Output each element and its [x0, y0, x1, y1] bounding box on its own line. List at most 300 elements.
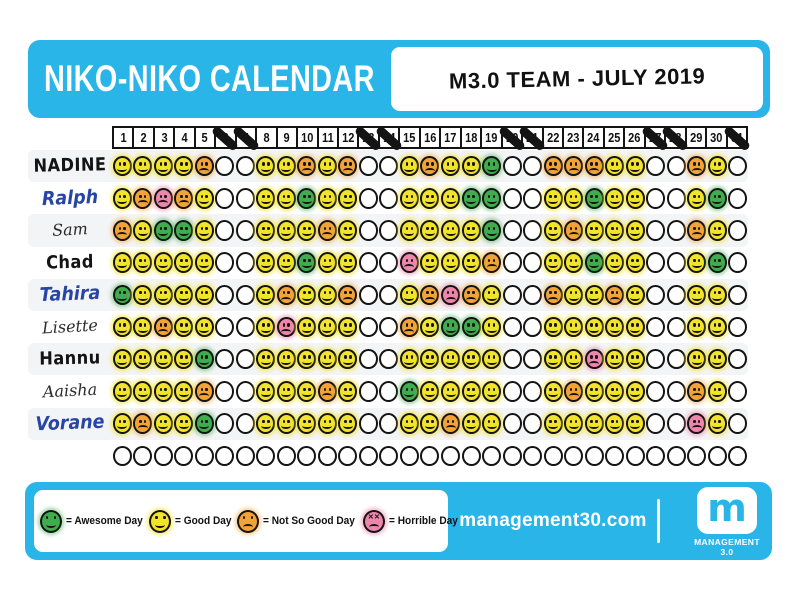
mood-face-good	[256, 381, 275, 402]
mood-face-good	[441, 188, 460, 209]
mood-cell	[584, 247, 605, 279]
day-cell	[726, 126, 748, 149]
mood-cell	[584, 150, 605, 182]
calendar-row	[28, 311, 748, 343]
mood-face-empty	[236, 349, 255, 370]
mood-face-empty	[646, 188, 665, 209]
mood-cell	[194, 343, 215, 375]
mood-face-good	[626, 252, 645, 273]
calendar-row	[28, 150, 748, 182]
mood-face-empty	[667, 156, 686, 177]
mood-cells	[112, 311, 748, 343]
mood-cell	[420, 311, 441, 343]
mood-face-empty	[667, 413, 686, 434]
mood-face-good	[113, 381, 132, 402]
mood-face-notso	[482, 252, 501, 273]
legend-label: = Not So Good Day	[262, 515, 355, 527]
mood-face-awesome	[462, 188, 481, 209]
mood-cell	[522, 343, 543, 375]
mood-face-empty	[379, 381, 398, 402]
mood-cells	[112, 247, 748, 279]
mood-cell	[686, 343, 707, 375]
mood-face-awesome	[585, 252, 604, 273]
mood-face-good	[297, 285, 316, 306]
legend-item	[237, 510, 363, 533]
day-number: 2	[140, 130, 147, 145]
mood-cell	[338, 279, 359, 311]
mood-cell	[543, 150, 564, 182]
mood-cell	[461, 408, 482, 440]
mood-face-good	[482, 349, 501, 370]
mood-cell	[399, 182, 420, 214]
mood-face-empty	[728, 188, 747, 209]
mood-face-good	[400, 285, 419, 306]
mood-face-empty	[113, 446, 132, 467]
day-number: 4	[181, 130, 188, 145]
mood-face-good	[687, 252, 706, 273]
mood-face-empty	[215, 381, 234, 402]
person-name: Chad	[45, 251, 95, 274]
mood-face-good	[297, 413, 316, 434]
mood-cell	[174, 150, 195, 182]
mood-face-awesome	[195, 349, 214, 370]
website-link[interactable]: management30.com	[459, 510, 647, 531]
mood-face-empty	[359, 349, 378, 370]
mood-cells	[112, 150, 748, 182]
mood-cell	[358, 440, 379, 472]
mood-cell	[297, 375, 318, 407]
mood-cell	[317, 440, 338, 472]
mood-face-good	[482, 381, 501, 402]
mood-cell	[256, 311, 277, 343]
mood-cell	[358, 311, 379, 343]
mood-face-good	[318, 188, 337, 209]
mood-cell	[543, 408, 564, 440]
mood-cell	[522, 214, 543, 246]
day-number: 25	[607, 130, 621, 145]
mood-cell	[440, 311, 461, 343]
mood-cell	[481, 150, 502, 182]
mood-cell	[256, 247, 277, 279]
mood-cell	[645, 408, 666, 440]
mood-face-notso	[195, 381, 214, 402]
mood-cell	[174, 247, 195, 279]
day-number: 30	[710, 130, 723, 145]
mood-cell	[379, 408, 400, 440]
mood-cell	[502, 279, 523, 311]
mood-cell	[317, 150, 338, 182]
mood-face-empty	[215, 156, 234, 177]
mood-face-empty	[256, 446, 275, 467]
mood-cell	[174, 311, 195, 343]
mood-face-good	[277, 188, 296, 209]
mood-cell	[194, 182, 215, 214]
mood-face-notso	[174, 188, 193, 209]
mood-cell	[215, 311, 236, 343]
mood-face-good	[420, 317, 439, 338]
mood-cell	[112, 182, 133, 214]
mood-cell	[399, 440, 420, 472]
mood-cell	[666, 343, 687, 375]
footer-divider	[657, 499, 660, 543]
mood-face-empty	[359, 252, 378, 273]
mood-cell	[543, 279, 564, 311]
mood-cell	[727, 150, 748, 182]
mood-face-empty	[728, 349, 747, 370]
mood-face-empty	[236, 252, 255, 273]
mood-cell	[502, 311, 523, 343]
mood-face-good	[338, 349, 357, 370]
mood-face-good	[297, 317, 316, 338]
mood-cell	[420, 375, 441, 407]
mood-cell	[543, 375, 564, 407]
day-number: 23	[567, 130, 580, 145]
mood-cells	[112, 182, 748, 214]
mood-face-notso	[318, 381, 337, 402]
mood-face-good	[318, 252, 337, 273]
mood-cell	[276, 214, 297, 246]
calendar-row	[28, 343, 748, 375]
mood-face-empty	[667, 349, 686, 370]
mood-face-horrible	[277, 317, 296, 338]
mood-cell	[153, 214, 174, 246]
mood-cell	[358, 247, 379, 279]
mood-cell	[481, 247, 502, 279]
day-cell	[296, 126, 318, 149]
mood-face-empty	[523, 317, 542, 338]
mood-cell	[666, 279, 687, 311]
mood-cell	[502, 247, 523, 279]
mood-cell	[686, 214, 707, 246]
mood-face-awesome	[482, 188, 501, 209]
calendar-row	[28, 440, 748, 472]
mood-face-good	[544, 413, 563, 434]
mood-face-empty	[667, 381, 686, 402]
mood-face-good	[154, 285, 173, 306]
mood-cell	[399, 375, 420, 407]
day-number: 17	[444, 130, 457, 145]
mood-cell	[666, 247, 687, 279]
mood-face-awesome	[441, 317, 460, 338]
mood-face-empty	[379, 252, 398, 273]
mood-cell	[317, 311, 338, 343]
mood-face-notso	[687, 220, 706, 241]
mood-face-empty	[503, 381, 522, 402]
mood-face-empty	[667, 220, 686, 241]
mood-face-good	[400, 220, 419, 241]
mood-face-good	[687, 317, 706, 338]
mood-cell	[563, 408, 584, 440]
person-name: Tahira	[39, 282, 101, 307]
mood-face-notso	[195, 156, 214, 177]
mood-cell	[174, 408, 195, 440]
day-cell	[419, 126, 441, 149]
mood-cell	[461, 343, 482, 375]
footer-bar	[25, 482, 772, 560]
mood-face-empty	[462, 446, 481, 467]
mood-cell	[584, 279, 605, 311]
mood-cell	[707, 408, 728, 440]
legend-item	[40, 510, 149, 533]
mood-face-notso	[237, 510, 259, 533]
day-cell	[542, 126, 564, 149]
mood-cell	[379, 440, 400, 472]
mood-cell	[604, 279, 625, 311]
mood-face-empty	[646, 252, 665, 273]
mood-face-empty	[379, 188, 398, 209]
mood-face-empty	[503, 156, 522, 177]
mood-face-good	[482, 413, 501, 434]
mood-face-good	[113, 252, 132, 273]
mood-cell	[563, 214, 584, 246]
mood-cell	[420, 150, 441, 182]
mood-face-notso	[462, 285, 481, 306]
mood-face-notso	[687, 381, 706, 402]
mood-face-notso	[277, 285, 296, 306]
mood-cell	[502, 214, 523, 246]
mood-cell	[645, 311, 666, 343]
mood-face-good	[338, 252, 357, 273]
mood-face-awesome	[174, 220, 193, 241]
mood-face-good	[400, 349, 419, 370]
mood-cell	[133, 247, 154, 279]
mood-cell	[461, 150, 482, 182]
mood-cell	[686, 408, 707, 440]
mood-cell	[563, 343, 584, 375]
mood-cell	[707, 279, 728, 311]
mood-face-empty	[359, 285, 378, 306]
mood-cell	[276, 247, 297, 279]
mood-cell	[584, 375, 605, 407]
mood-face-good	[462, 252, 481, 273]
mood-face-empty	[318, 446, 337, 467]
mood-face-good	[441, 349, 460, 370]
mood-face-good	[256, 156, 275, 177]
day-number: 22	[546, 130, 559, 145]
mood-cell	[256, 440, 277, 472]
day-cell	[603, 126, 625, 149]
mood-cell	[379, 343, 400, 375]
mood-face-awesome	[482, 220, 501, 241]
day-cell	[173, 126, 195, 149]
day-cell	[439, 126, 461, 149]
mood-face-empty	[605, 446, 624, 467]
mood-cell	[317, 182, 338, 214]
mood-face-notso	[544, 285, 563, 306]
mood-face-notso	[564, 156, 583, 177]
mood-cell	[522, 279, 543, 311]
mood-face-horrible	[687, 413, 706, 434]
mood-cell	[440, 408, 461, 440]
mood-face-awesome	[113, 285, 132, 306]
mood-face-empty	[215, 349, 234, 370]
mood-cell	[379, 150, 400, 182]
mood-cell	[235, 214, 256, 246]
person-name: Hannu	[39, 347, 101, 370]
mood-cell	[379, 279, 400, 311]
mood-cell	[153, 311, 174, 343]
mood-cell	[338, 311, 359, 343]
mood-face-notso	[318, 220, 337, 241]
mood-face-good	[462, 413, 481, 434]
mood-face-good	[585, 220, 604, 241]
mood-face-good	[544, 317, 563, 338]
mood-cell	[317, 408, 338, 440]
mood-cell	[112, 440, 133, 472]
mood-face-empty	[359, 317, 378, 338]
mood-face-good	[297, 349, 316, 370]
mood-cell	[686, 440, 707, 472]
mood-face-empty	[728, 285, 747, 306]
mood-face-empty	[503, 349, 522, 370]
mood-cell	[297, 311, 318, 343]
mood-cell	[563, 311, 584, 343]
mood-cell	[358, 279, 379, 311]
day-cell	[378, 126, 400, 149]
mood-face-empty	[215, 446, 234, 467]
mood-face-empty	[503, 252, 522, 273]
mood-face-good	[174, 252, 193, 273]
mood-cell	[276, 279, 297, 311]
day-number: 12	[342, 130, 355, 145]
mood-cell	[604, 150, 625, 182]
mood-cell	[625, 343, 646, 375]
mood-cell	[194, 375, 215, 407]
mood-face-empty	[646, 413, 665, 434]
mood-cell	[399, 279, 420, 311]
mood-face-good	[256, 188, 275, 209]
mood-cell	[153, 150, 174, 182]
mood-cell	[522, 375, 543, 407]
logo-square	[697, 487, 757, 534]
mood-face-empty	[523, 446, 542, 467]
mood-cell	[604, 375, 625, 407]
board-label-box	[391, 47, 763, 111]
mood-cells	[112, 408, 748, 440]
mood-face-notso	[441, 413, 460, 434]
calendar-row	[28, 182, 748, 214]
mood-cell	[358, 375, 379, 407]
mood-cell	[563, 440, 584, 472]
mood-cell	[112, 375, 133, 407]
mood-face-good	[441, 156, 460, 177]
mood-cell	[297, 182, 318, 214]
mood-face-good	[626, 317, 645, 338]
mood-cell	[297, 247, 318, 279]
mood-cell	[235, 182, 256, 214]
day-number: 24	[587, 130, 600, 145]
day-cell	[235, 126, 257, 149]
person-name: Ralph	[41, 185, 99, 210]
mood-face-empty	[523, 381, 542, 402]
mood-cell	[358, 182, 379, 214]
mood-cell	[481, 343, 502, 375]
mood-face-empty	[215, 188, 234, 209]
mood-face-empty	[400, 446, 419, 467]
mood-face-empty	[523, 220, 542, 241]
mood-face-good	[626, 413, 645, 434]
mood-cell	[543, 311, 564, 343]
mood-face-good	[174, 156, 193, 177]
mood-face-horrible: ✕ ✕	[363, 510, 385, 533]
mood-face-good	[338, 188, 357, 209]
mood-cell	[440, 375, 461, 407]
day-cell	[685, 126, 707, 149]
mood-cell	[502, 440, 523, 472]
mood-face-notso	[113, 220, 132, 241]
mood-face-awesome	[40, 510, 62, 533]
legend-item	[149, 510, 236, 533]
mood-face-notso	[154, 317, 173, 338]
mood-face-good	[462, 156, 481, 177]
mood-face-good	[564, 188, 583, 209]
mood-cell	[153, 375, 174, 407]
day-number: 11	[321, 130, 334, 145]
management30-logo	[687, 487, 767, 557]
mood-cell	[399, 311, 420, 343]
mood-face-good	[544, 252, 563, 273]
mood-face-awesome	[482, 156, 501, 177]
mood-cell	[420, 214, 441, 246]
mood-face-empty	[503, 446, 522, 467]
mood-face-good	[564, 413, 583, 434]
mood-face-awesome	[195, 413, 214, 434]
mood-cell	[686, 182, 707, 214]
mood-face-good	[585, 317, 604, 338]
mood-face-good	[708, 349, 727, 370]
mood-face-empty	[379, 285, 398, 306]
mood-cell	[645, 182, 666, 214]
mood-cell	[584, 440, 605, 472]
day-cell	[276, 126, 298, 149]
mood-cell	[707, 440, 728, 472]
mood-cell	[645, 279, 666, 311]
mood-face-good	[544, 188, 563, 209]
mood-cell	[174, 343, 195, 375]
mood-cell	[338, 343, 359, 375]
mood-face-empty	[708, 446, 727, 467]
mood-cell	[297, 150, 318, 182]
mood-cell	[297, 214, 318, 246]
day-cell	[317, 126, 339, 149]
mood-cell	[707, 247, 728, 279]
calendar-row	[28, 375, 748, 407]
page-title: NIKO-NIKO CALENDAR	[44, 58, 375, 99]
mood-cell	[379, 247, 400, 279]
mood-face-empty	[646, 381, 665, 402]
mood-face-good	[174, 285, 193, 306]
mood-cell	[584, 182, 605, 214]
mood-cell	[194, 311, 215, 343]
mood-cell	[420, 279, 441, 311]
mood-face-good	[133, 252, 152, 273]
mood-cell	[379, 182, 400, 214]
person-name: Vorane	[35, 410, 105, 436]
legend-label: = Awesome Day	[66, 515, 143, 527]
mood-face-good	[154, 252, 173, 273]
mood-cell	[338, 214, 359, 246]
mood-cell	[666, 375, 687, 407]
mood-cell	[399, 343, 420, 375]
mood-face-good	[585, 413, 604, 434]
mood-cell	[174, 375, 195, 407]
mood-face-good	[708, 317, 727, 338]
day-cell	[562, 126, 584, 149]
mood-cell	[194, 150, 215, 182]
mood-face-good	[277, 413, 296, 434]
mood-face-good	[708, 156, 727, 177]
mood-face-good	[318, 349, 337, 370]
